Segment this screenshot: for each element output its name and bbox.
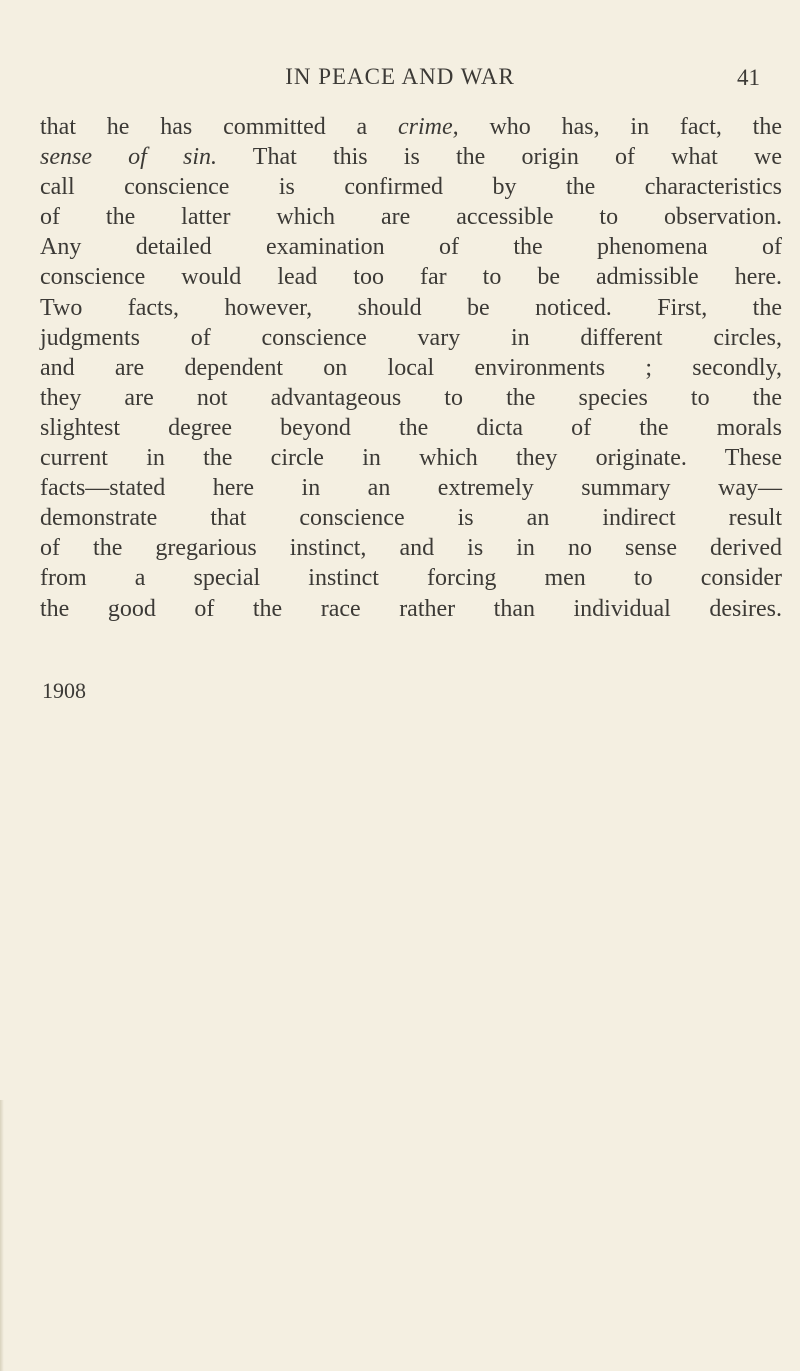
- text-line: from a special instinct forcing men to consider: [40, 565, 782, 592]
- text-line: Any detailed examination of the phenomena of: [40, 234, 782, 261]
- body-paragraph: [40, 112, 782, 624]
- closing-date: 1908: [42, 678, 86, 703]
- text-line: they are not advantageous to the species to the: [40, 384, 782, 411]
- text-line: and are dependent on local environments ; secondly,: [40, 354, 782, 381]
- text-line: current in the circle in which they originate. These: [40, 445, 782, 472]
- text-line: demonstrate that conscience is an indirect result: [40, 505, 782, 532]
- text-line: facts—stated here in an extremely summary way—: [40, 475, 782, 502]
- page-number: 41: [737, 65, 760, 90]
- page-edge-shadow: [0, 1100, 4, 1371]
- text-line: of the latter which are accessible to observation.: [40, 204, 782, 231]
- text-line: of the gregarious instinct, and is in no sense derived: [40, 535, 782, 562]
- text-line: Two facts, however, should be noticed. First, the: [40, 294, 782, 321]
- text-line: that he has committed a crime, who has, in fact, the: [40, 114, 782, 140]
- running-title: IN PEACE AND WAR: [285, 64, 515, 89]
- text-line: judgments of conscience vary in different circles,: [40, 324, 782, 351]
- text-line: slightest degree beyond the dicta of the morals: [40, 414, 782, 441]
- running-head: [0, 62, 800, 102]
- text-line: the good of the race rather than individual desires.: [40, 595, 782, 622]
- text-line: call conscience is confirmed by the characteristics: [40, 174, 782, 201]
- text-line: sense of sin. That this is the origin of what we: [40, 144, 782, 171]
- text-line: conscience would lead too far to be admissible here.: [40, 264, 782, 291]
